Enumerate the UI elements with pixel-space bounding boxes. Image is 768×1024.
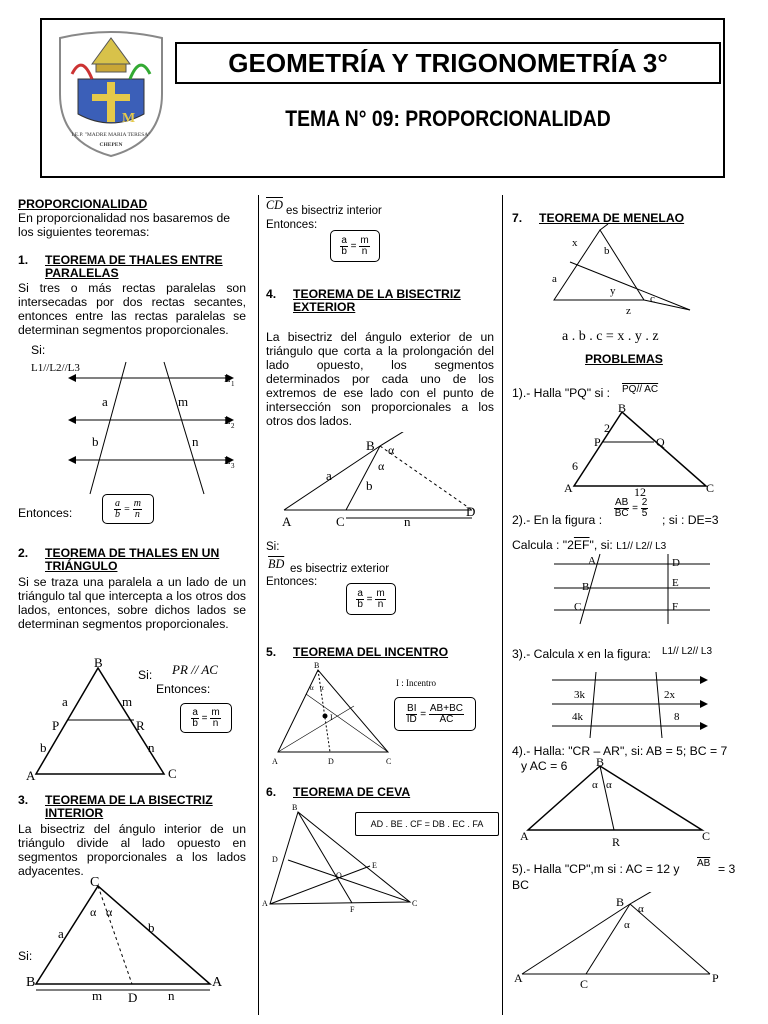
svg-text:C: C bbox=[580, 977, 589, 991]
svg-text:b: b bbox=[40, 740, 47, 755]
svg-text:c: c bbox=[650, 293, 655, 305]
svg-text:B: B bbox=[26, 975, 36, 990]
col2-entonces-1: Entonces: bbox=[266, 219, 318, 231]
svg-text:y: y bbox=[610, 285, 616, 297]
problem-1-figure bbox=[556, 402, 726, 498]
svg-text:3: 3 bbox=[231, 462, 235, 470]
svg-text:C: C bbox=[336, 514, 345, 529]
svg-text:n: n bbox=[168, 988, 175, 1003]
svg-text:n: n bbox=[192, 434, 199, 449]
section-2-entonces: Entonces: bbox=[156, 682, 211, 696]
svg-text:z: z bbox=[626, 305, 631, 317]
svg-text:a: a bbox=[102, 394, 108, 409]
problem-3: 3).- Calcula x en la figura: bbox=[512, 647, 651, 661]
triangle-ratio-box: $\frac{a}{b}$ = $\frac{m}{n}$ bbox=[180, 703, 232, 733]
svg-text:B: B bbox=[582, 581, 590, 593]
svg-text:α: α bbox=[310, 684, 314, 692]
svg-text:C: C bbox=[412, 899, 418, 908]
thales-ratio-box: $\frac{a}{b}$ = $\frac{m}{n}$ bbox=[102, 494, 154, 524]
section-4-text: La bisectriz del ángulo exterior de un triángulo que corta a la prolongación del lado opuesto, los segmentos determinados por cada uno de los extremos de ese lado con el punto de intersección son proporcionales a los otros dos lados. bbox=[266, 330, 494, 428]
svg-text:a: a bbox=[552, 273, 557, 285]
problemas-heading: PROBLEMAS bbox=[585, 352, 663, 366]
svg-text:R: R bbox=[136, 718, 145, 733]
problem-5-ab: $\overline{AB}$ bbox=[697, 858, 711, 869]
school-crest-logo bbox=[52, 24, 170, 160]
svg-text:C: C bbox=[574, 601, 582, 613]
svg-text:n: n bbox=[404, 514, 411, 529]
svg-text:a: a bbox=[58, 926, 64, 941]
svg-text:C: C bbox=[386, 757, 392, 766]
svg-text:L: L bbox=[224, 455, 231, 467]
svg-text:α: α bbox=[624, 919, 630, 931]
section-3-text: La bisectriz del ángulo interior de un triángulo divide al lado opuesto en segmentos proporcionales a los lados adyacentes. bbox=[18, 822, 246, 878]
svg-text:a: a bbox=[62, 694, 68, 709]
svg-text:L: L bbox=[224, 415, 231, 427]
svg-text:α: α bbox=[638, 903, 644, 915]
svg-text:m: m bbox=[122, 694, 133, 709]
svg-text:b: b bbox=[148, 920, 155, 935]
svg-text:A: A bbox=[282, 514, 292, 529]
problem-1-condition: PQ// AC bbox=[622, 384, 659, 395]
problem-4: 4).- Halla: "CR – AR", si: AB = 5; BC = 7 bbox=[512, 744, 728, 758]
bd-segment: $\overline{BD}$ bbox=[268, 557, 285, 571]
logo-city: CHEPEN bbox=[99, 142, 123, 148]
svg-text:12: 12 bbox=[634, 485, 646, 498]
problem-2-ratio: $\frac{AB}{BC}$ = $\frac{2}{5}$ bbox=[614, 497, 648, 519]
section-2-text: Si se traza una paralela a un lado de un triángulo tal que intercepta a los otros dos lados, entonces, sobre dichos lados se determinan segmentos proporcionales. bbox=[18, 575, 246, 631]
svg-text:C: C bbox=[168, 766, 177, 781]
svg-text:O: O bbox=[336, 871, 342, 880]
problem-5-value: = 3 bbox=[718, 862, 736, 876]
svg-text:I: I bbox=[330, 713, 333, 722]
svg-text:D: D bbox=[272, 855, 278, 864]
svg-text:A: A bbox=[26, 768, 36, 783]
page-subtitle: TEMA N° 09: PROPORCIONALIDAD bbox=[285, 106, 611, 131]
section-heading-proporcionalidad: PROPORCIONALIDAD bbox=[18, 197, 148, 211]
svg-text:m: m bbox=[92, 988, 103, 1003]
interior-bisector-ratio-box: $\frac{a}{b}$ = $\frac{m}{n}$ bbox=[330, 230, 380, 262]
svg-text:C: C bbox=[702, 829, 711, 843]
problem-5-figure bbox=[512, 892, 722, 996]
column-divider-1 bbox=[258, 195, 259, 1015]
intro-text: En proporcionalidad nos basaremos de los siguientes teoremas: bbox=[18, 211, 231, 239]
menelao-formula: a . b . c = x . y . z bbox=[562, 329, 659, 344]
incenter-figure bbox=[268, 660, 398, 766]
svg-text:a: a bbox=[326, 468, 332, 483]
svg-text:B: B bbox=[596, 756, 605, 769]
svg-text:A: A bbox=[514, 971, 523, 985]
svg-text:B: B bbox=[616, 895, 625, 909]
section-1-text: Si tres o más rectas paralelas son intersecadas por dos rectas secantes, entonces entre las rectas paralelas se determinan segmentos proporcionales. bbox=[18, 281, 246, 337]
problem-3-figure bbox=[550, 672, 720, 742]
svg-text:8: 8 bbox=[674, 711, 680, 723]
problem-5-bc: BC bbox=[512, 878, 529, 892]
svg-text:B: B bbox=[292, 803, 298, 812]
svg-text:b: b bbox=[366, 478, 373, 493]
svg-text:n: n bbox=[148, 740, 155, 755]
section-3-si: Si: bbox=[18, 949, 33, 963]
svg-text:A: A bbox=[564, 481, 573, 495]
svg-text:A: A bbox=[588, 555, 596, 567]
svg-text:D: D bbox=[672, 557, 680, 569]
svg-text:E: E bbox=[672, 577, 679, 589]
svg-text:A: A bbox=[212, 975, 223, 990]
svg-text:2: 2 bbox=[231, 422, 235, 430]
svg-text:L: L bbox=[224, 373, 231, 385]
bd-line: es bisectriz exterior bbox=[290, 563, 390, 575]
svg-text:α: α bbox=[378, 459, 385, 473]
svg-text:2: 2 bbox=[604, 421, 610, 435]
svg-text:M: M bbox=[122, 111, 136, 126]
problem-2-cond: ; si : DE=3 bbox=[662, 513, 719, 527]
svg-text:α: α bbox=[90, 905, 97, 919]
cd-line: es bisectriz interior bbox=[286, 205, 382, 217]
interior-bisector-figure bbox=[22, 876, 232, 1006]
ceva-formula-box: AD . BE . CF = DB . EC . FA bbox=[355, 812, 499, 836]
incenter-label: I : Incentro bbox=[396, 678, 436, 688]
problem-3-lines: L1// L2// L3 bbox=[662, 646, 713, 657]
svg-text:D: D bbox=[328, 757, 334, 766]
svg-text:D: D bbox=[128, 990, 138, 1005]
section-2-si: Si: bbox=[138, 668, 153, 682]
svg-text:C: C bbox=[706, 481, 715, 495]
svg-text:6: 6 bbox=[572, 459, 578, 473]
svg-text:C: C bbox=[90, 876, 100, 890]
svg-text:b: b bbox=[92, 434, 99, 449]
exterior-bisector-ratio-box: $\frac{a}{b}$ = $\frac{m}{n}$ bbox=[346, 583, 396, 615]
svg-text:α: α bbox=[388, 443, 395, 457]
svg-text:B: B bbox=[314, 661, 320, 670]
svg-text:α: α bbox=[106, 905, 113, 919]
svg-text:x: x bbox=[572, 237, 578, 249]
svg-text:4k: 4k bbox=[572, 711, 583, 723]
svg-text:P: P bbox=[52, 718, 60, 733]
cd-segment: $\overline{CD}$ bbox=[266, 198, 283, 212]
svg-text:b: b bbox=[604, 245, 610, 257]
svg-text:B: B bbox=[618, 402, 627, 415]
menelao-figure bbox=[540, 224, 700, 318]
svg-text:3k: 3k bbox=[574, 689, 585, 701]
problem-1: 1).- Halla "PQ" si : bbox=[512, 386, 611, 400]
svg-text:Q: Q bbox=[656, 435, 665, 449]
problem-4-b: y AC = 6 bbox=[521, 759, 568, 773]
section-2-condition: PR // AC bbox=[172, 662, 218, 677]
problem-5: 5).- Halla "CP",m si : AC = 12 y bbox=[512, 862, 680, 876]
svg-text:A: A bbox=[272, 757, 278, 766]
exterior-bisector-figure bbox=[276, 432, 496, 532]
svg-text:F: F bbox=[672, 601, 679, 613]
column-divider-2 bbox=[502, 195, 503, 1015]
svg-text:2x: 2x bbox=[664, 689, 675, 701]
svg-text:D: D bbox=[466, 504, 476, 519]
svg-text:m: m bbox=[178, 394, 189, 409]
svg-text:α: α bbox=[592, 779, 598, 791]
svg-text:A: A bbox=[262, 899, 268, 908]
section-1-entonces: Entonces: bbox=[18, 506, 73, 520]
page-title: GEOMETRÍA Y TRIGONOMETRÍA 3° bbox=[175, 42, 721, 84]
svg-text:A: A bbox=[520, 829, 529, 843]
svg-text:B: B bbox=[94, 656, 103, 670]
problem-2: 2).- En la figura : bbox=[512, 513, 603, 527]
svg-text:α: α bbox=[606, 779, 612, 791]
thales-triangle-figure bbox=[22, 656, 182, 786]
svg-text:E: E bbox=[372, 861, 377, 870]
problem-2-calc: Calcula : "$2\overline{EF}$", si: L1// L2// L3 bbox=[512, 538, 667, 552]
svg-text:B: B bbox=[366, 438, 375, 453]
section-1-si: Si: bbox=[31, 343, 46, 357]
svg-text:P: P bbox=[594, 435, 601, 449]
svg-text:P: P bbox=[712, 971, 719, 985]
incenter-ratio-box: $\frac{BI}{ID}$ = $\frac{AB+BC}{AC}$ bbox=[394, 697, 476, 731]
problem-4-figure bbox=[514, 756, 714, 848]
section-1-condition: L1//L2//L3 bbox=[31, 362, 80, 374]
logo-text: I.E.P. "MADRE MARIA TERESA" bbox=[71, 132, 151, 138]
svg-text:α: α bbox=[320, 684, 324, 692]
svg-text:F: F bbox=[350, 905, 355, 912]
svg-text:R: R bbox=[612, 835, 621, 848]
problem-2-figure bbox=[550, 552, 720, 626]
col2-entonces-2: Entonces: bbox=[266, 576, 318, 588]
col2-si: Si: bbox=[266, 541, 280, 553]
svg-text:1: 1 bbox=[231, 380, 235, 388]
thales-parallels-figure bbox=[66, 360, 256, 500]
